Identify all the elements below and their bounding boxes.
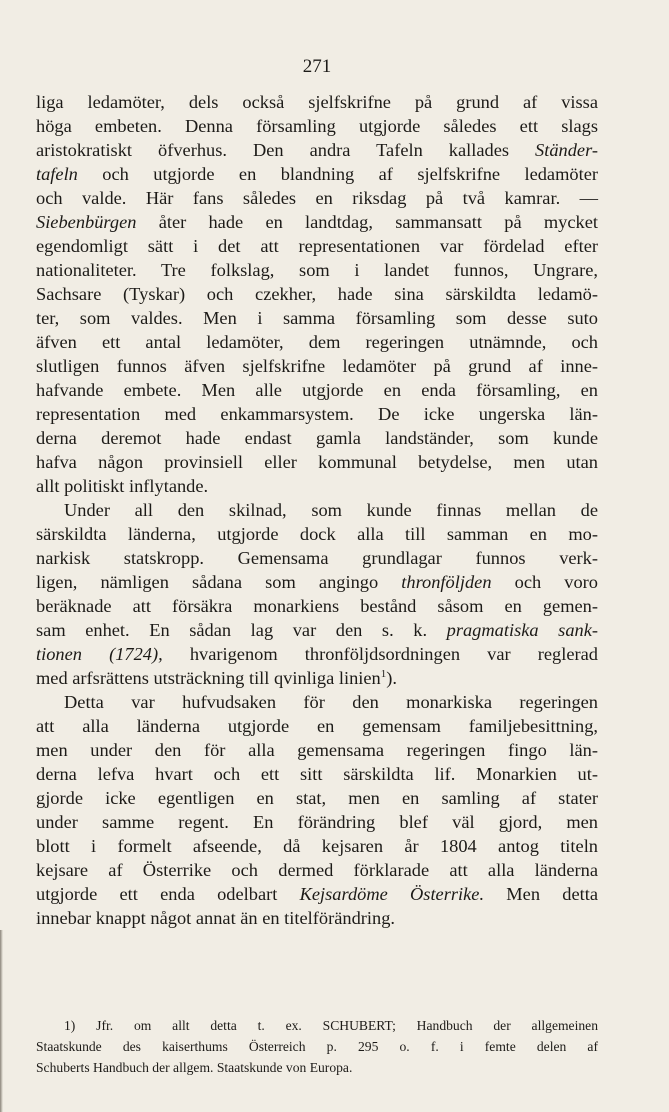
text-line-28: men under den för alla gemensama regeringen fingo län-	[36, 740, 598, 760]
text-line-23	[36, 618, 598, 642]
text-line-27: att alla länderna utgjorde en gemensam familjebesittning,	[36, 716, 598, 736]
page-number: 271	[302, 56, 332, 77]
text-line-18: Under all den skilnad, som kunde finnas mellan de	[64, 500, 598, 520]
text-line-8: nationaliteter. Tre folkslag, som i landet funnos, Ungrare,	[36, 260, 598, 280]
text-line-14: representation med enkammarsystem. De icke ungerska län-	[36, 404, 598, 424]
text-line-3-roman: aristokratiskt öfverhus. Den andra Tafeln kallades	[36, 140, 536, 160]
text-line-26: Detta var hufvudsaken för den monarkiska regeringen	[64, 692, 598, 712]
text-line-15: derna deremot hade endast gamla landständer, som kunde	[36, 428, 598, 448]
text-line-21	[36, 570, 598, 594]
text-line-25-roman: med arfsrättens utsträckning till qvinliga linien	[36, 668, 381, 688]
emphasis-kejsardome: Kejsardöme Österrike.	[299, 884, 485, 904]
footnote-line-3: Schuberts Handbuch der allgem. Staatskunde von Europa.	[36, 1060, 353, 1075]
text-line-34-roman-b: Men detta	[484, 884, 598, 904]
text-line-33: kejsare af Österrike och dermed förklarade att alla länderna	[36, 860, 598, 880]
text-line-16: hafva någon provinsiell eller kommunal betydelse, men utan	[36, 452, 598, 472]
emphasis-pragmatiska-start: pragmatiska sank-	[446, 620, 598, 640]
text-line-20: narkisk statskropp. Gemensama grundlagar funnos verk-	[36, 548, 598, 568]
text-line-30: gjorde icke egentligen en stat, men en samling af stater	[36, 788, 598, 808]
text-line-19: särskildta länderna, utgjorde dock alla till samman en mo-	[36, 524, 598, 544]
emphasis-standertafeln-start: Ständer-	[535, 140, 598, 160]
text-line-3	[36, 138, 598, 162]
text-line-12: slutligen funnos äfven sjelfskrifne ledamöter på grund af inne-	[36, 356, 598, 376]
text-line-25	[36, 666, 598, 690]
footnote-line-1: 1) Jfr. om allt detta t. ex. SCHUBERT; Handbuch der allgemeinen	[64, 1018, 598, 1033]
emphasis-pragmatiska-end: tionen (1724),	[36, 644, 163, 664]
emphasis-standertafeln-end: tafeln	[36, 164, 78, 184]
text-line-4-roman: och utgjorde en blandning af sjelfskrifne ledamöter	[77, 164, 598, 184]
text-line-29: derna lefva hvart och ett sitt särskildta lif. Monarkien ut-	[36, 764, 598, 784]
text-line-13: hafvande embete. Men alle utgjorde en enda församling, en	[36, 380, 598, 400]
emphasis-thronfoljden: thronföljden	[401, 572, 492, 592]
text-line-21-roman-b: och voro	[491, 572, 598, 592]
text-line-24	[36, 642, 598, 666]
text-line-7: egendomligt sätt i det att representationen var fördelad efter	[36, 236, 598, 256]
text-line-1: liga ledamöter, dels också sjelfskrifne på grund af vissa	[36, 92, 598, 112]
text-line-17: allt politiskt inflytande.	[36, 476, 209, 496]
text-line-25-end: ).	[386, 668, 397, 688]
page-edge-shadow	[0, 930, 3, 1112]
text-line-31: under samme regent. En förändring blef väl gjord, men	[36, 812, 598, 832]
text-line-6-roman: åter hade en landtdag, sammansatt på mycket	[136, 212, 598, 232]
text-line-2: höga embeten. Denna församling utgjorde således ett slags	[36, 116, 598, 136]
emphasis-siebenburgen: Siebenbürgen	[36, 212, 137, 232]
text-line-24-roman: hvarigenom thronföljdsordningen var reglerad	[162, 644, 598, 664]
text-line-23-roman: sam enhet. En sådan lag var den s. k.	[36, 620, 447, 640]
footnote-marker[interactable]: 1	[380, 667, 387, 680]
text-line-9: Sachsare (Tyskar) och czekher, hade sina särskildta ledamö-	[36, 284, 598, 304]
text-line-34-roman-a: utgjorde ett enda odelbart	[36, 884, 300, 904]
text-line-32: blott i formelt afseende, då kejsaren år 1804 antog titeln	[36, 836, 598, 856]
text-line-10: ter, som valdes. Men i samma församling som desse suto	[36, 308, 598, 328]
text-line-35: innebar knappt något annat än en titelförändring.	[36, 908, 396, 928]
text-line-21-roman-a: ligen, nämligen sådana som angingo	[36, 572, 402, 592]
body-text	[36, 90, 598, 930]
text-line-22: beräknade att försäkra monarkiens bestånd såsom en gemen-	[36, 596, 598, 616]
footnote-line-2: Staatskunde des kaiserthums Österreich p. 295 o. f. i femte delen af	[36, 1039, 598, 1054]
text-line-6	[36, 210, 598, 234]
footnotes	[36, 1015, 598, 1078]
text-line-5: och valde. Här fans således en riksdag på två kamrar. —	[36, 188, 598, 208]
text-line-11: äfven ett antal ledamöter, dem regeringen utnämnde, och	[36, 332, 598, 352]
text-line-34	[36, 882, 598, 906]
text-line-4	[36, 162, 598, 186]
